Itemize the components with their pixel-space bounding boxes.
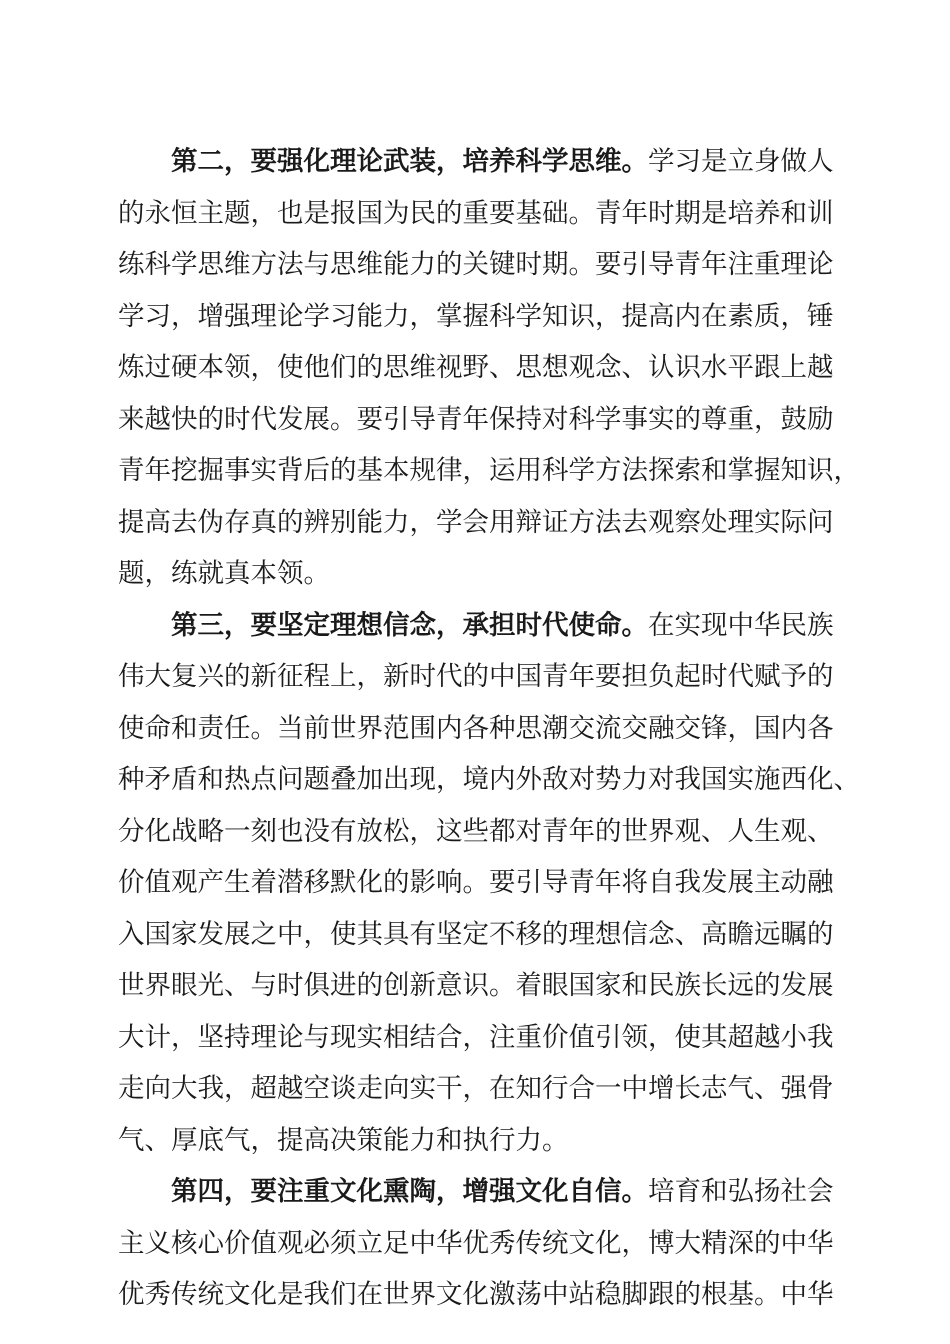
text-line: 青年挖掘事实背后的基本规律，运用科学方法探索和掌握知识， bbox=[118, 455, 860, 486]
text-line: 学习是立身做人 bbox=[648, 146, 834, 177]
paragraph-first-line bbox=[118, 1166, 832, 1218]
text-line: 来越快的时代发展。要引导青年保持对科学事实的尊重，鼓励 bbox=[118, 403, 834, 435]
text-line: 气、厚底气，提高决策能力和执行力。 bbox=[118, 1124, 569, 1156]
paragraph-lead: 第二，要强化理论武装，培养科学思维。 bbox=[171, 146, 648, 177]
text-line: 种矛盾和热点问题叠加出现，境内外敌对势力对我国实施西化、 bbox=[118, 764, 860, 795]
text-line: 使命和责任。当前世界范围内各种思潮交流交融交锋，国内各 bbox=[118, 712, 834, 744]
text-line: 提高去伪存真的辨别能力，学会用辩证方法去观察处理实际问 bbox=[118, 506, 834, 538]
text-line: 练科学思维方法与思维能力的关键时期。要引导青年注重理论 bbox=[118, 249, 834, 280]
text-line: 走向大我，超越空谈走向实干，在知行合一中增长志气、强骨 bbox=[118, 1073, 834, 1104]
text-line: 题，练就真本领。 bbox=[118, 558, 330, 589]
text-line: 伟大复兴的新征程上，新时代的中国青年要担负起时代赋予的 bbox=[118, 661, 834, 692]
text-line: 的永恒主题，也是报国为民的重要基础。青年时期是培养和训 bbox=[118, 197, 834, 229]
text-line: 培育和弘扬社会 bbox=[648, 1176, 834, 1207]
paragraph-fourth bbox=[118, 1166, 832, 1321]
text-line: 主义核心价值观必须立足中华优秀传统文化，博大精深的中华 bbox=[118, 1227, 834, 1259]
paragraph-first-line bbox=[118, 600, 832, 652]
text-line: 入国家发展之中，使其具有坚定不移的理想信念、高瞻远瞩的 bbox=[118, 918, 834, 950]
paragraph-third bbox=[118, 600, 860, 1167]
text-line: 价值观产生着潜移默化的影响。要引导青年将自我发展主动融 bbox=[118, 867, 834, 898]
text-line: 炼过硬本领，使他们的思维视野、思想观念、认识水平跟上越 bbox=[118, 352, 834, 383]
document-body bbox=[118, 136, 860, 1321]
paragraph-lead: 第四，要注重文化熏陶，增强文化自信。 bbox=[171, 1176, 648, 1207]
text-line: 在实现中华民族 bbox=[648, 609, 834, 641]
paragraph-second bbox=[118, 136, 860, 600]
paragraph-lead: 第三，要坚定理想信念，承担时代使命。 bbox=[171, 609, 648, 641]
text-line: 大计，坚持理论与现实相结合，注重价值引领，使其超越小我 bbox=[118, 1021, 834, 1053]
text-line: 学习，增强理论学习能力，掌握科学知识，提高内在素质，锤 bbox=[118, 300, 834, 332]
text-line: 世界眼光、与时俱进的创新意识。着眼国家和民族长远的发展 bbox=[118, 970, 834, 1001]
text-line: 分化战略一刻也没有放松，这些都对青年的世界观、人生观、 bbox=[118, 815, 834, 847]
paragraph-first-line bbox=[118, 136, 832, 188]
text-line: 优秀传统文化是我们在世界文化激荡中站稳脚跟的根基。中华 bbox=[118, 1279, 834, 1310]
